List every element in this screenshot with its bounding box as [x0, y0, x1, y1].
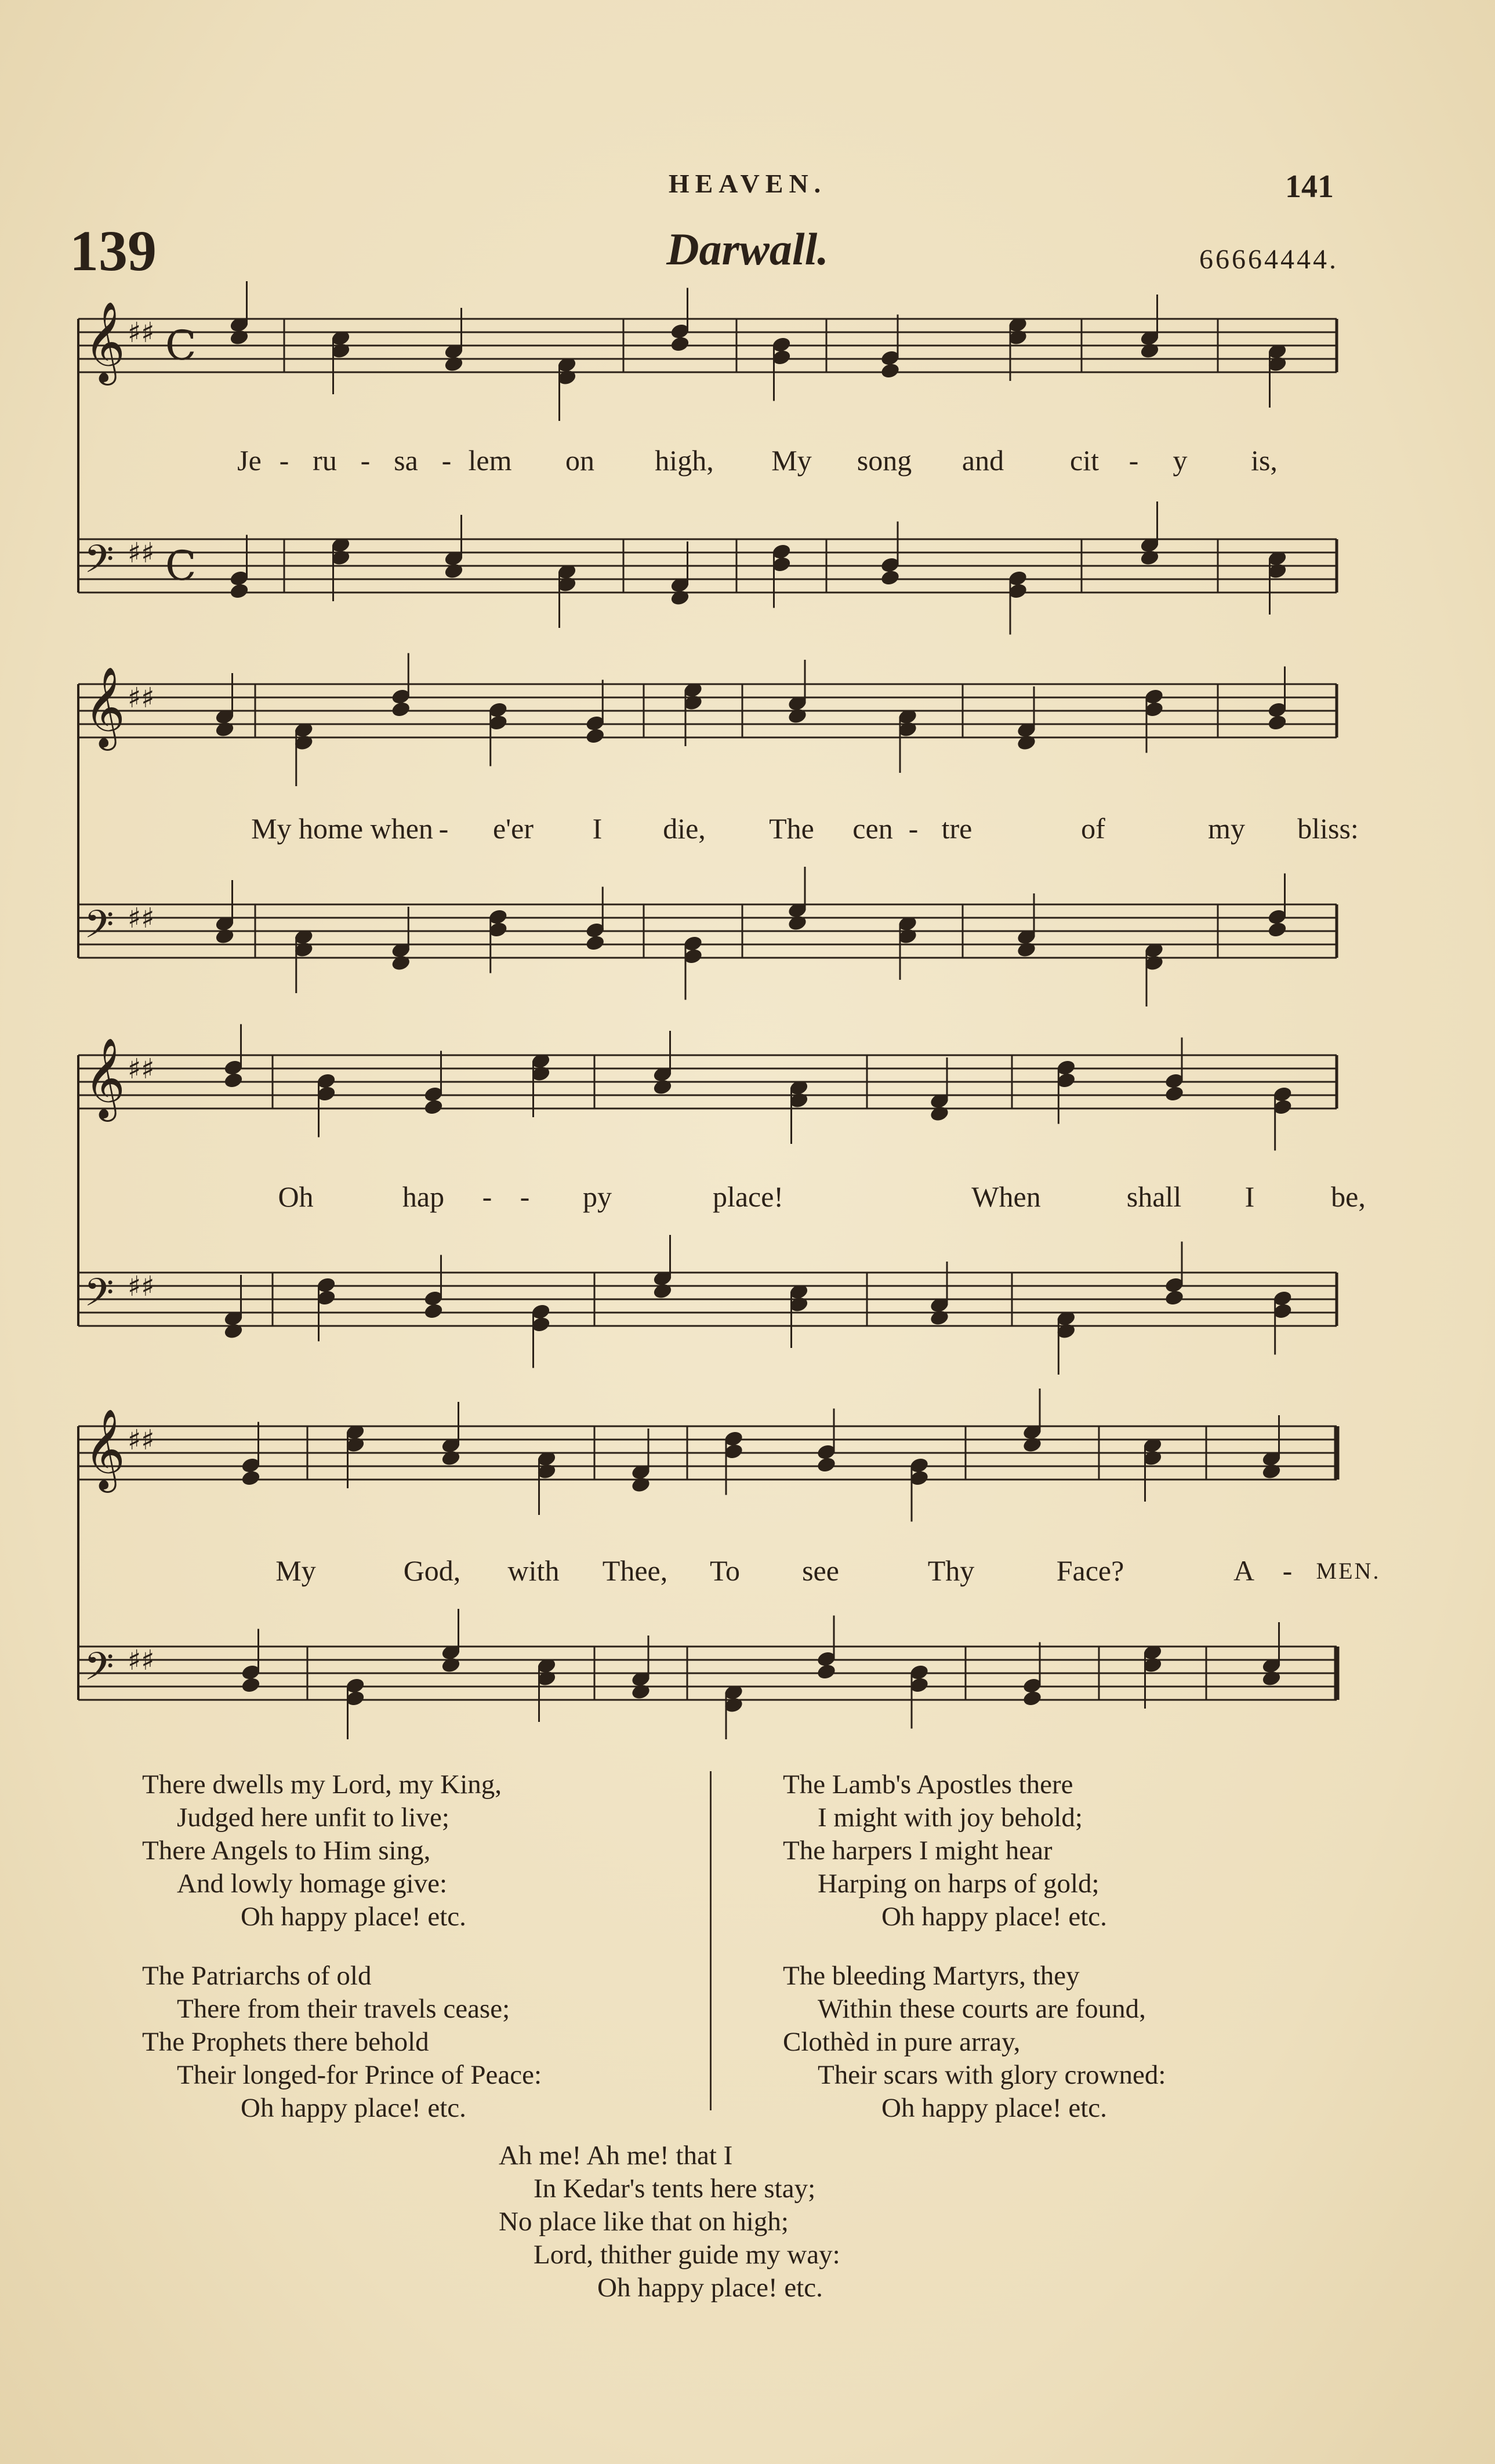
lyric: Je: [237, 444, 262, 477]
lyric: A: [1233, 1554, 1255, 1587]
note-head-icon: [1267, 714, 1288, 732]
treble-clef-icon: 𝄞: [84, 667, 125, 747]
score-lyrics-system-4: [78, 1554, 1381, 1594]
verse-line: There from their travels cease;: [177, 1994, 510, 2024]
key-signature-icon: ♯♯: [128, 902, 155, 935]
note-head-icon: [1016, 941, 1037, 959]
note-head-icon: [630, 1476, 651, 1494]
note-head-icon: [787, 707, 808, 725]
treble-clef-icon: 𝄞: [84, 1409, 125, 1489]
lyric: To: [709, 1554, 741, 1587]
verse-line: Ah me! Ah me! that I: [499, 2140, 733, 2171]
verses-final-stanza: [499, 2139, 840, 2305]
note-head-icon: [585, 727, 605, 745]
note-head-icon: [444, 355, 465, 373]
verse-line: I might with joy behold;: [818, 1802, 1083, 1833]
lyric: MEN.: [1316, 1558, 1381, 1584]
lyric: py: [583, 1180, 612, 1213]
lyric: cit: [1070, 444, 1099, 477]
note-head-icon: [880, 569, 901, 587]
verses-right-column: [783, 1768, 1166, 2151]
lyric: My: [275, 1554, 316, 1587]
verse-line: The Patriarchs of old: [142, 1961, 372, 1991]
verse-line: No place like that on high;: [499, 2207, 789, 2237]
note-head-icon: [1140, 549, 1160, 567]
lyric: I: [1244, 1180, 1255, 1213]
score-lyrics-system-3: [78, 1180, 1366, 1220]
note-head-icon: [215, 721, 235, 739]
verse-line: And lowly homage give:: [177, 1869, 448, 1899]
verse-line: In Kedar's tents here stay;: [534, 2174, 816, 2204]
note-head-icon: [585, 934, 605, 952]
page-number: 141: [1285, 169, 1334, 205]
key-signature-icon: ♯♯: [128, 537, 155, 569]
key-signature-icon: ♯♯: [128, 317, 155, 349]
lyric: -: [360, 444, 371, 477]
note-head-icon: [670, 589, 691, 607]
lyric: -: [438, 812, 449, 845]
note-head-icon: [441, 1449, 462, 1467]
lyric: I: [592, 812, 603, 845]
verse-line: Within these courts are found,: [818, 1994, 1146, 2024]
common-time-icon: C: [165, 322, 197, 369]
lyric: bliss:: [1297, 812, 1359, 845]
meter: 66664444.: [1199, 244, 1338, 275]
note-head-icon: [1164, 1085, 1185, 1103]
note-head-icon: [1022, 1689, 1043, 1707]
lyric: Oh: [278, 1180, 314, 1213]
note-head-icon: [223, 1322, 244, 1340]
lyric: -: [279, 444, 289, 477]
lyric: hap: [402, 1180, 445, 1213]
note-head-icon: [880, 362, 901, 380]
note-head-icon: [390, 700, 411, 718]
note-head-icon: [441, 1656, 462, 1674]
verse-line: Oh happy place! etc.: [881, 1902, 1107, 1932]
lyric: -: [1282, 1554, 1293, 1587]
lyric: lem: [468, 444, 512, 477]
bass-clef-icon: 𝄢: [84, 1644, 114, 1698]
treble-clef-icon: 𝄞: [84, 301, 125, 382]
lyric: with: [507, 1554, 560, 1587]
verse-line: Lord, thither guide my way:: [534, 2240, 840, 2270]
note-head-icon: [1267, 921, 1288, 939]
verse-line: Judged here unfit to live;: [177, 1802, 449, 1833]
note-head-icon: [1261, 1670, 1282, 1688]
verse-line: The bleeding Martyrs, they: [783, 1961, 1080, 1991]
verse-line: There dwells my Lord, my King,: [142, 1769, 502, 1800]
section-title: HEAVEN.: [668, 169, 827, 198]
note-head-icon: [816, 1456, 837, 1474]
lyric: high,: [655, 444, 714, 477]
note-head-icon: [1261, 1463, 1282, 1481]
lyric: of: [1081, 812, 1105, 845]
lyric: tre: [941, 812, 973, 845]
lyric: place!: [712, 1180, 784, 1213]
lyric: Face?: [1056, 1554, 1124, 1587]
common-time-icon: C: [165, 542, 197, 590]
note-head-icon: [1022, 1436, 1043, 1454]
column-divider: [710, 1771, 712, 2110]
verse-line: Their longed-for Prince of Peace:: [177, 2060, 542, 2090]
lyric: and: [961, 444, 1004, 477]
note-head-icon: [787, 914, 808, 932]
verse-line: Their scars with glory crowned:: [818, 2060, 1166, 2090]
lyric: song: [857, 444, 912, 477]
verse-line: Oh happy place! etc.: [881, 2093, 1107, 2123]
lyric: -: [520, 1180, 530, 1213]
score-lyrics-system-1: [78, 444, 1337, 484]
note-head-icon: [652, 1078, 673, 1096]
lyric: -: [1128, 444, 1139, 477]
verse-line: Oh happy place! etc.: [241, 1902, 466, 1932]
lyric: y: [1173, 444, 1188, 477]
key-signature-icon: ♯♯: [128, 1270, 155, 1303]
note-head-icon: [223, 1071, 244, 1089]
key-signature-icon: ♯♯: [128, 1644, 155, 1677]
note-head-icon: [215, 928, 235, 946]
lyric: Thy: [927, 1554, 975, 1587]
note-head-icon: [1140, 342, 1160, 360]
lyric: Thee,: [602, 1554, 668, 1587]
note-head-icon: [1164, 1289, 1185, 1307]
lyric: sa: [394, 444, 418, 477]
lyric: The: [769, 812, 814, 845]
stanza: [783, 1768, 1166, 1934]
note-head-icon: [652, 1282, 673, 1300]
bass-clef-icon: 𝄢: [84, 537, 114, 591]
lyric: -: [482, 1180, 492, 1213]
note-head-icon: [229, 582, 250, 600]
lyric: My home when: [251, 812, 433, 845]
verse-line: Oh happy place! etc.: [241, 2093, 466, 2123]
lyric: be,: [1331, 1180, 1366, 1213]
lyric: cen: [852, 812, 893, 845]
verse-line: There Angels to Him sing,: [142, 1836, 431, 1866]
verse-line: The harpers I might hear: [783, 1836, 1053, 1866]
lyric: see: [802, 1554, 839, 1587]
lyric: God,: [403, 1554, 461, 1587]
verse-line: Clothèd in pure array,: [783, 2027, 1021, 2057]
verse-line: The Prophets there behold: [142, 2027, 429, 2057]
bass-clef-icon: 𝄢: [84, 902, 114, 956]
lyric: e'er: [492, 812, 534, 845]
note-head-icon: [390, 954, 411, 972]
lyric: -: [908, 812, 919, 845]
verse-line: The Lamb's Apostles there: [783, 1769, 1073, 1800]
note-head-icon: [816, 1663, 837, 1681]
lyric: -: [441, 444, 452, 477]
verse-line: Harping on harps of gold;: [818, 1869, 1100, 1899]
note-head-icon: [929, 1105, 950, 1123]
hymn-number: 139: [70, 219, 157, 283]
note-head-icon: [670, 335, 691, 353]
note-head-icon: [423, 1098, 444, 1116]
stanza: [142, 1960, 542, 2125]
lyric: ru: [313, 444, 337, 477]
score-lyrics-system-2: [78, 812, 1359, 852]
note-head-icon: [423, 1302, 444, 1320]
tune-name: Darwall.: [666, 224, 829, 274]
note-head-icon: [1016, 734, 1037, 752]
note-head-icon: [241, 1676, 262, 1694]
lyric: shall: [1126, 1180, 1182, 1213]
lyric: is,: [1251, 444, 1278, 477]
lyric: on: [565, 444, 594, 477]
note-head-icon: [241, 1469, 262, 1487]
bass-clef-icon: 𝄢: [84, 1270, 114, 1324]
note-head-icon: [444, 562, 465, 580]
verse-line: Oh happy place! etc.: [597, 2273, 823, 2303]
treble-clef-icon: 𝄞: [84, 1038, 125, 1118]
lyric: When: [971, 1180, 1041, 1213]
note-head-icon: [229, 329, 250, 347]
note-head-icon: [630, 1683, 651, 1701]
lyric: My: [771, 444, 812, 477]
stanza: [783, 1960, 1166, 2125]
verses-left-column: [142, 1768, 542, 2151]
key-signature-icon: ♯♯: [128, 1053, 155, 1085]
lyric: die,: [663, 812, 706, 845]
key-signature-icon: ♯♯: [128, 682, 155, 714]
key-signature-icon: ♯♯: [128, 1424, 155, 1456]
lyric: my: [1208, 812, 1245, 845]
stanza: [142, 1768, 542, 1934]
note-head-icon: [929, 1309, 950, 1327]
